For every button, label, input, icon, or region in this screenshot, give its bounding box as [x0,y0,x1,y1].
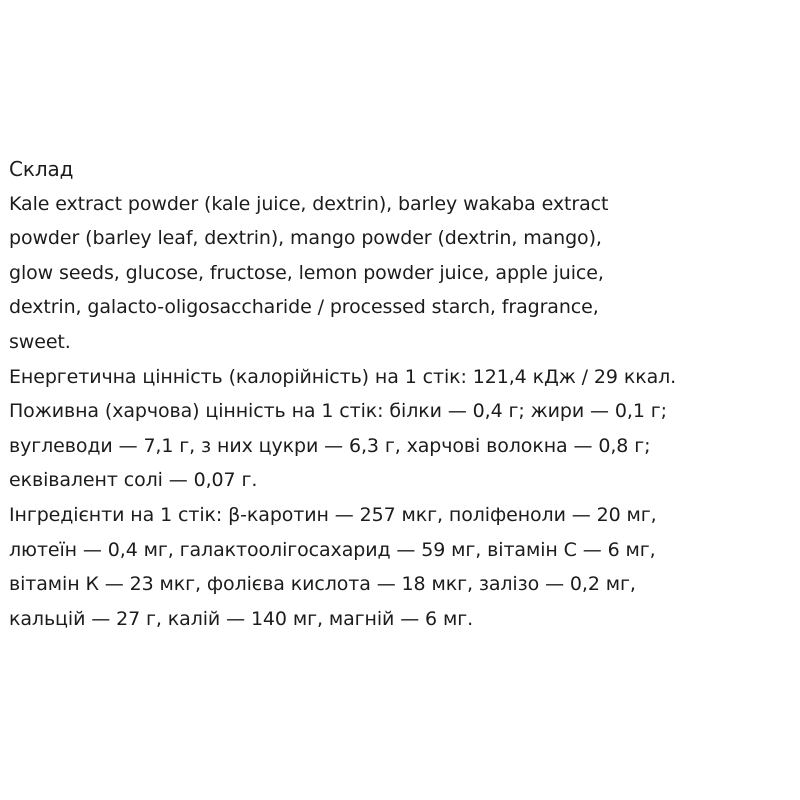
ingredients-line: кальцій — 27 г, калій — 140 мг, магній — 6 мг. [9,607,474,630]
composition-text [9,187,794,360]
ingredients-text [9,498,794,636]
nutrition-line: еквівалент солі — 0,07 г. [9,469,258,492]
composition-line: powder (barley leaf, dextrin), mango powder (dextrin, mango), [9,227,602,250]
composition-line: Kale extract powder (kale juice, dextrin), barley wakaba extract [9,192,609,215]
ingredients-line: Інгредієнти на 1 стік: β-каротин — 257 мкг, поліфеноли — 20 мг, [9,503,657,526]
energy-value-line: Енергетична цінність (калорійність) на 1 стік: 121,4 кДж / 29 ккал. [9,365,677,388]
nutrition-line: вуглеводи — 7,1 г, з них цукри — 6,3 г, харчові волокна — 0,8 г; [9,434,651,457]
composition-heading: Склад [9,157,74,181]
composition-line: sweet. [9,330,71,353]
ingredients-line: лютеїн — 0,4 мг, галактоолігосахарид — 59 мг, вітамін С — 6 мг, [9,538,656,561]
nutrition-text [9,394,794,498]
ingredients-line: вітамін К — 23 мкг, фолієва кислота — 18 мкг, залізо — 0,2 мг, [9,573,636,596]
product-description [9,152,794,636]
composition-line: dextrin, galacto-oligosaccharide / processed starch, fragrance, [9,296,599,319]
nutrition-line: Поживна (харчова) цінність на 1 стік: білки — 0,4 г; жири — 0,1 г; [9,400,667,423]
composition-line: glow seeds, glucose, fructose, lemon powder juice, apple juice, [9,261,604,284]
